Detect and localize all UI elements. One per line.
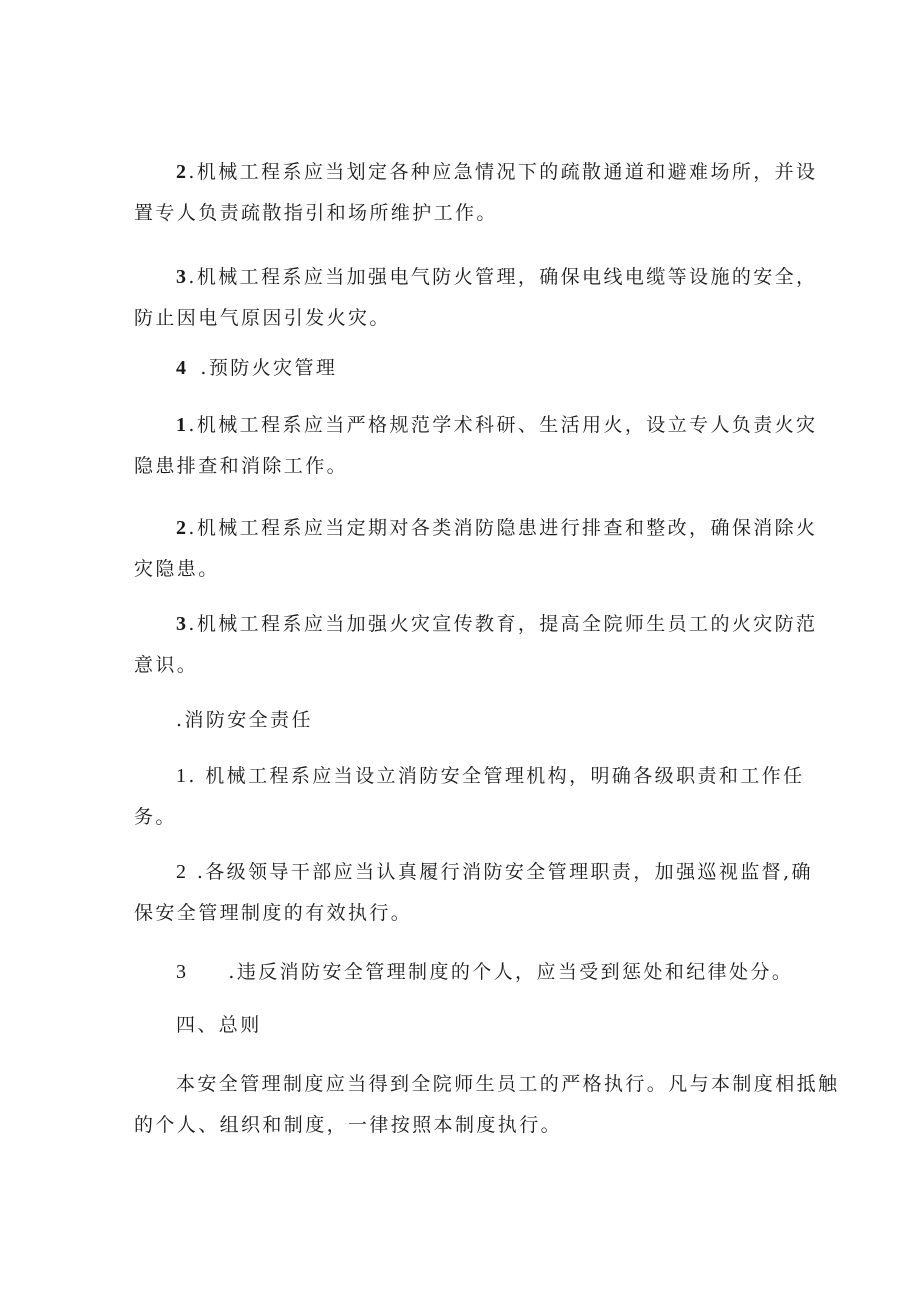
paragraph-evacuation [0,152,920,234]
paragraph-line [0,604,920,645]
paragraph-general-provisions [0,1064,920,1146]
paragraph-line [0,756,920,797]
heading-fire-safety-responsibility [0,700,920,741]
paragraph-line [0,193,920,234]
line-text: .预防火灾管理 [200,357,338,379]
heading-general-provisions [0,1005,920,1046]
line-text: .机械工程系应当定期对各类消防隐患进行排查和整改，确保消除火 [188,517,818,539]
paragraph-line [0,348,920,389]
paragraph-line [0,405,920,446]
paragraph-line [0,298,920,339]
line-text: .消防安全责任 [176,709,313,731]
item-number: 1 [176,765,189,787]
line-text: .各级领导干部应当认真履行消防安全管理职责，加强巡视监督,确 [188,861,813,883]
item-number: 3 [176,961,189,983]
paragraph-line [0,508,920,549]
line-text: .机械工程系应当加强电气防火管理，确保电线电缆等设施的安全， [188,266,818,288]
paragraph-line [0,797,920,838]
paragraph-line [0,952,920,993]
item-number: 3 [176,266,189,288]
paragraph-fire-use [0,405,920,487]
paragraph-leadership [0,852,920,934]
line-text: 本安全管理制度应当得到全院师生员工的严格执行。凡与本制度相抵触 [176,1073,840,1095]
paragraph-line [0,645,920,686]
paragraph-line [0,1105,920,1146]
paragraph-line [0,700,920,741]
line-text: 灾隐患。 [134,558,220,580]
line-text: 四、总则 [176,1014,262,1036]
item-number: 2 [176,161,189,183]
line-text: .机械工程系应当加强火灾宣传教育，提高全院师生员工的火灾防范 [188,613,818,635]
line-text: 务。 [134,806,177,828]
item-number: 1 [176,414,189,436]
paragraph-line [0,152,920,193]
line-text: .违反消防安全管理制度的个人，应当受到惩处和纪律处分。 [228,961,794,983]
item-number: 2 [176,517,189,539]
paragraph-education [0,604,920,686]
paragraph-line [0,446,920,487]
paragraph-line [0,893,920,934]
item-number: 3 [176,613,189,635]
heading-fire-prevention [0,348,920,389]
paragraph-line [0,1005,920,1046]
paragraph-line [0,549,920,590]
line-text: . 机械工程系应当设立消防安全管理机构，明确各级职责和工作任 [188,765,805,787]
paragraph-electrical [0,257,920,339]
paragraph-line [0,1064,920,1105]
paragraph-violations [0,952,920,993]
item-number: 2 [176,861,189,883]
line-text: 隐患排查和消除工作。 [134,455,349,477]
line-text: 保安全管理制度的有效执行。 [134,902,413,924]
line-text: .机械工程系应当严格规范学术科研、生活用火，设立专人负责火灾 [188,414,818,436]
paragraph-line [0,257,920,298]
paragraph-inspection [0,508,920,590]
line-text: 意识。 [134,654,199,676]
line-text: 防止因电气原因引发火灾。 [134,307,391,329]
line-text: .机械工程系应当划定各种应急情况下的疏散通道和避难场所，并设 [188,161,818,183]
paragraph-line [0,852,920,893]
line-text: 置专人负责疏散指引和场所维护工作。 [134,202,498,224]
line-text: 的个人、组织和制度，一律按照本制度执行。 [134,1114,563,1136]
paragraph-management-body [0,756,920,838]
item-number: 4 [176,357,189,379]
